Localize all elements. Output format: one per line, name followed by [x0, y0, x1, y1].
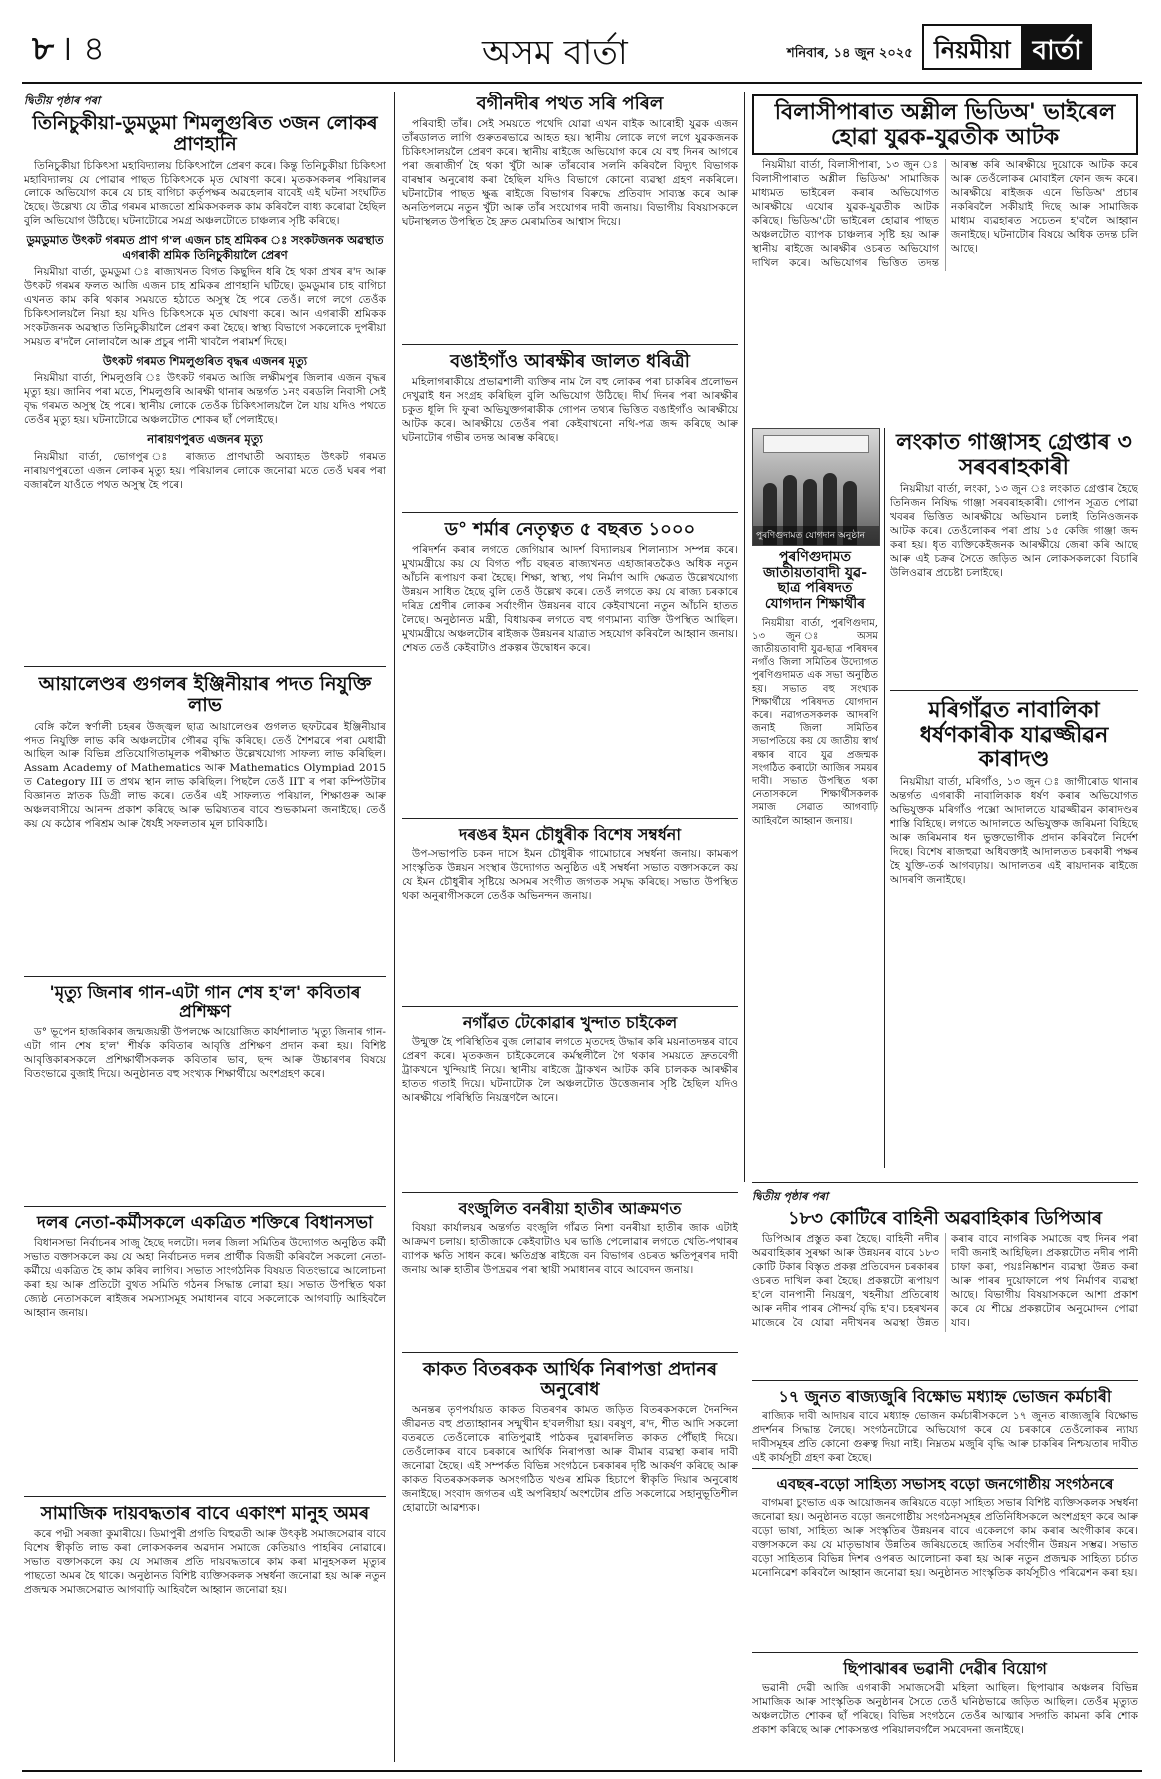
- continued-label: দ্বিতীয় পৃষ্ঠাৰ পৰা: [24, 94, 101, 107]
- page-number-value: ৮: [32, 29, 55, 69]
- article-paper-distributor: [402, 1358, 738, 1764]
- article-body: [24, 266, 386, 350]
- paragraph: উন্মুক্ত হৈ পৰিস্থিতিৰ বুজ লোৱাৰ লগতে মৃতদেহ উদ্ধাৰ কৰি ময়নাতদন্তৰ বাবে প্ৰেৰণ কৰে। মৃতকজন চাইকেলেৰে কৰ্মস্থলীলৈ গৈ থকাৰ সময়তে দ্ৰুতবেগী ট্ৰাকখনে খুন্দিয়াই নিয়ে। স্থানীয় ৰাইজে ট্ৰাকখন আটক কৰি চালকক আৰক্ষীৰ হাতত গতাই দিয়ে। ঘটনাটোক লৈ অঞ্চলটোত উত্তেজনাৰ সৃষ্টি হৈছিল যদিও আৰক্ষীয়ে পৰিস্থিতি নিয়ন্ত্ৰণলৈ আনে।: [402, 1035, 738, 1104]
- page-bottom-rule: [22, 1770, 1142, 1772]
- brand-logo-left: নিয়মীয়া: [922, 24, 1023, 70]
- paragraph: মহিলাগৰাকীয়ে প্ৰভাৱশালী ব্যক্তিৰ নাম লৈ বহু লোকৰ পৰা চাকৰিৰ প্ৰলোভন দেখুৱাই ধন সংগ্ৰহ কৰিছিল বুলি অভিযোগ উঠিছে। দীৰ্ঘ দিনৰ পৰা আৰক্ষীৰ চকুত ধূলি দি ফুৰা অভিযুক্তগৰাকীক গোপন তথ্যৰ ভিত্তিত বঙাইগাঁও আৰক্ষীয়ে আটক কৰে। আৰক্ষীয়ে তেওঁৰ পৰা কেইবাখনো নথি-পত্ৰ জব্দ কৰিছে আৰু ঘটনাটোৰ গভীৰ তদন্ত আৰম্ভ কৰিছে।: [402, 376, 738, 445]
- article-body: [752, 1497, 1138, 1581]
- headline: এবছৰ-বড়ো সাহিত্য সভাসহ বড়ো জনগোষ্ঠীয় সংগঠনৰে: [776, 1475, 1114, 1493]
- article-social-responsibility: [24, 1502, 386, 1764]
- headline: আয়ালেণ্ডৰ গুগলৰ ইঞ্জিনীয়াৰ পদত নিযুক্তি লাভ: [38, 673, 372, 717]
- divider: [890, 690, 1138, 691]
- divider: [402, 818, 738, 819]
- paragraph: পৰিদৰ্শন কৰাৰ লগতে জেগিয়াৰ আদৰ্শ বিদ্যালয়ৰ শিলান্যাস সম্পন্ন কৰে। মুখ্যমন্ত্ৰীয়ে কয় যে বিগত পাঁচ বছৰত ৰাজ্যখনত এহাজাৰতকৈও অধিক নতুন আঁচনি ৰূপায়ণ কৰা হৈছে। শিক্ষা, স্বাস্থ্য, পথ নিৰ্মাণ আদি ক্ষেত্ৰত উল্লেখযোগ্য উন্নয়ন সাধিত হৈছে বুলি তেওঁ উল্লেখ কৰে। তেওঁ লগতে কয় যে ৰাজ্য চৰকাৰে দৰিদ্ৰ শ্ৰেণীৰ লোকৰ সৰ্বাংগীন উন্নয়নৰ বাবে কেইবাখনো নতুন আঁচনি হাতত লৈছে। অনুষ্ঠানত মন্ত্ৰী, বিধায়কৰ লগতে বহু গণ্যমান্য ব্যক্তি উপস্থিত আছিল। মুখ্যমন্ত্ৰীয়ে অঞ্চলটোৰ ৰাইজক উন্নয়নৰ যাত্ৰাত সহযোগ কৰিবলৈ আহ্বান জনায়। শেষত তেওঁ কেইবাটাও প্ৰকল্পৰ উদ্বোধন কৰে।: [402, 544, 738, 654]
- article-bahini-dpr: [752, 1188, 1138, 1378]
- photo-caption: পুৰণিগুদামত যোগদান অনুষ্ঠান: [753, 526, 879, 545]
- paragraph: বাগমৰা চুংভাত এক আয়োজনৰ জৰিয়তে বড়ো সাহিত্য সভাৰ বিশিষ্ট ব্যক্তিসকলক সম্বৰ্ধনা জনোৱা হয়। অনুষ্ঠানত বড়ো জনগোষ্ঠীয় সংগঠনসমূহৰ প্ৰতিনিধিসকলে অংশগ্ৰহণ কৰে আৰু বড়ো ভাষা, সাহিত্য আৰু সংস্কৃতিৰ উন্নয়নৰ বাবে একেলগে কাম কৰাৰ অংগীকাৰ কৰে। বক্তাসকলে কয় যে মাতৃভাষাৰ উন্নতিৰ জৰিয়তেহে জাতিৰ সৰ্বাংগীন উন্নয়ন সম্ভৱ। সভাত বড়ো সাহিত্যৰ বিভিন্ন দিশৰ ওপৰত আলোচনা কৰা হয় আৰু নতুন প্ৰজন্মক সাহিত্য চৰ্চাত মনোনিৱেশ কৰিবলৈ আহ্বান জনোৱা হয়। অনুষ্ঠানত সাংস্কৃতিক কাৰ্যসূচীও পৰিৱেশন কৰা হয়।: [752, 1496, 1138, 1579]
- divider: [752, 1182, 1138, 1183]
- paragraph: বেঙ্গি কলৈ স্বৰ্ণালী চহৰৰ উজ্জ্বল ছাত্ৰ আয়ালেণ্ডৰ গুগলত ছফটৱেৰ ইঞ্জিনীয়াৰ পদত নিযুক্তি লাভ কৰি অঞ্চলটোৰ গৌৰৱ বৃদ্ধি কৰিছে। তেওঁ শৈশৱৰে পৰা মেধাৱী আছিল আৰু বিভিন্ন প্ৰতিযোগিতামূলক পৰীক্ষাত উল্লেখযোগ্য সাফল্য লাভ কৰিছিল। Assam Academy of Mathematics আৰু Mathematics Olympiad 2015 ত Category III ত প্ৰথম স্থান লাভ কৰিছিল। পিছলৈ তেওঁ IIT ৰ পৰা কম্পিউটাৰ বিজ্ঞানত স্নাতক ডিগ্ৰী লাভ কৰে। তেওঁৰ এই সাফল্যত পৰিয়াল, শিক্ষাগুৰু আৰু অঞ্চলবাসীয়ে আনন্দ প্ৰকাশ কৰিছে আৰু ভৱিষ্যতৰ বাবে শুভকামনা জনাইছে। তেওঁ কয় যে কঠোৰ পৰিশ্ৰম আৰু ধৈৰ্যই সফলতাৰ মূল চাবিকাঠি।: [24, 720, 386, 831]
- article-body: [752, 617, 878, 828]
- article-body: [24, 1237, 386, 1321]
- article-body: [752, 1233, 1138, 1332]
- divider: [752, 1652, 1138, 1653]
- column-rule: [884, 428, 885, 1168]
- article-bodo-sahitya: [752, 1474, 1138, 1650]
- masthead: [22, 14, 1142, 84]
- headline: পুৰণিগুদামত জাতীয়তাবাদী যুৱ-ছাত্ৰ পৰিষদত যোগদান শিক্ষাৰ্থীৰ: [762, 549, 868, 613]
- headline: বংজুলিত বনৰীয়া হাতীৰ আক্ৰমণত: [458, 1199, 682, 1218]
- divider: [752, 1380, 1138, 1381]
- article-body: [24, 160, 386, 230]
- divider: [24, 976, 386, 977]
- headline: মৰিগাঁৱত নাবালিকা ধৰ্ষণকাৰীক যাৱজ্জীৱন কাৰাদণ্ড: [919, 697, 1109, 773]
- headline: তিনিচুকীয়া-ডুমডুমা শিমলুগুৰিত ৩জন লোকৰ প্ৰাণহানি: [32, 112, 378, 156]
- article-google-engineer: [24, 672, 386, 972]
- article-elephant-attack: [402, 1198, 738, 1350]
- article-imon-choudhury: [402, 824, 738, 1004]
- article-midday-meal: [752, 1386, 1138, 1466]
- paragraph: নিয়মীয়া বাৰ্তা, লংকা, ১৩ জুন ঃ লংকাত গ্ৰেপ্তাৰ হৈছে তিনিজন নিষিদ্ধ গাঞ্জা সৰবৰাহকাৰী। গোপন সূত্ৰত পোৱা খবৰৰ ভিত্তিত আৰক্ষীয়ে অভিযান চলাই তিনিওজনক আটক কৰে। তেওঁলোকৰ পৰা প্ৰায় ১৫ কেজি গাঞ্জা জব্দ কৰা হয়। ধৃত ব্যক্তিকেইজনক আৰক্ষীয়ে জেৰা কৰি আছে আৰু এই চক্ৰৰ সৈতে জড়িত আন লোকসকলকো বিচাৰি উলিওৱাৰ প্ৰচেষ্টা চলাইছে।: [890, 483, 1138, 580]
- headline: কাকত বিতৰকক আৰ্থিক নিৰাপত্তা প্ৰদানৰ অনুৰোধ: [423, 1359, 717, 1401]
- headline: লংকাত গাঞ্জাসহ গ্ৰেপ্তাৰ ৩ সৰবৰাহকাৰী: [896, 429, 1132, 480]
- brand-logo-right: বাৰ্তা: [1023, 24, 1092, 70]
- article-nagaon-accident: [402, 1012, 738, 1190]
- paragraph: কৰে পদ্মী সৰজা কুমাৰীয়ে। ডিমাপুৰী প্ৰগতি বিহুৱতী আৰু উৎকৃষ্ট সমাজসেৱাৰ বাবে বিশেষ স্বীকৃতি লাভ কৰা লোকসকলৰ অৱদান সমাজে কেতিয়াও পাহৰিব নোৱাৰে। সভাত বক্তাসকলে কয় যে সমাজৰ প্ৰতি দায়বদ্ধতাৰে কাম কৰা মানুহসকল মৃত্যুৰ পাছতো অমৰ হৈ থাকে। অনুষ্ঠানত বিশিষ্ট ব্যক্তিসকলক সম্বৰ্ধনা জনোৱা হয় আৰু নতুন প্ৰজন্মক সমাজসেৱাত আগবাঢ়ি আহিবলৈ আহ্বান জনোৱা হয়।: [24, 1528, 386, 1597]
- paragraph: বিধানসভা নিৰ্বাচনৰ সাজু হৈছে দলটো। দলৰ জিলা সমিতিৰ উদ্যোগত অনুষ্ঠিত কৰ্মী সভাত বক্তাসকলে কয় যে অহা নিৰ্বাচনত দলৰ প্ৰাৰ্থীক বিজয়ী কৰিবলৈ সকলো নেতা-কৰ্মীয়ে একত্ৰিত হৈ কাম কৰিব লাগিব। সভাত সাংগঠনিক বিষয়ত বিতংভাৱে আলোচনা কৰা হয় আৰু প্ৰতিটো বুথত সমিতি গঠনৰ সিদ্ধান্ত লোৱা হয়। সভাত উপস্থিত থকা জ্যেষ্ঠ নেতাসকলে ৰাইজৰ সমস্যাসমূহ সমাধানৰ বাবে সকলোকে আগবাঢ়ি আহিবলৈ আহ্বান জনায়।: [24, 1237, 386, 1319]
- divider: [402, 512, 738, 513]
- headline: সামাজিক দায়বদ্ধতাৰ বাবে একাংশ মানুহ অমৰ: [40, 1503, 370, 1524]
- article-body: [402, 1036, 738, 1106]
- paragraph: ডিপিআৰ প্ৰস্তুত কৰা হৈছে। বাহিনী নদীৰ অৱবাহিকাৰ সুৰক্ষা আৰু উন্নয়নৰ বাবে ১৮৩ কোটি টকাৰ বিস্তৃত প্ৰকল্প প্ৰতিবেদন চৰকাৰৰ ওচৰত দাখিল কৰা হৈছে। প্ৰকল্পটো ৰূপায়ণ হ'লে বানপানী নিয়ন্ত্ৰণ, খহনীয়া প্ৰতিৰোধ আৰু নদীৰ পাৰৰ সৌন্দৰ্য বৃদ্ধি হ'ব। চহৰখনৰ মাজেৰে বৈ যোৱা নদীখনৰ অৱস্থা উন্নত কৰাৰ বাবে নাগৰিক সমাজে বহু দিনৰ পৰা দাবী জনাই আহিছিল। প্ৰকল্পটোত নদীৰ পানী চাফা কৰা, পয়ঃনিষ্কাশন ব্যৱস্থা উন্নত কৰা আৰু পাৰৰ দুয়োফালে পথ নিৰ্মাণৰ ব্যৱস্থা আছে। বিভাগীয় বিষয়াসকলে আশা প্ৰকাশ কৰে যে শীঘ্ৰে প্ৰকল্পটোৰ অনুমোদন পোৱা যাব।: [752, 1233, 1138, 1329]
- paragraph: ড° ভূপেন হাজৰিকাৰ জন্মজয়ন্তী উপলক্ষে আয়োজিত কাৰ্যশালাত 'মৃত্যু জিনাৰ গান-এটা গান শেষ হ'ল' শীৰ্ষক কবিতাৰ আবৃত্তি প্ৰশিক্ষণ প্ৰদান কৰা হয়। বিশিষ্ট আবৃত্তিকাৰসকলে প্ৰশিক্ষাৰ্থীসকলক কবিতাৰ ভাব, ছন্দ আৰু উচ্চাৰণৰ বিষয়ে বিতংভাৱে বুজাই দিয়ে। অনুষ্ঠানত বহু সংখ্যক শিক্ষাৰ্থীয়ে অংশগ্ৰহণ কৰে।: [24, 1026, 386, 1080]
- article-body: [402, 118, 738, 230]
- paragraph: নিয়মীয়া বাৰ্তা, ডুমডুমা ঃ ৰাজ্যখনত বিগত কিছুদিন ধৰি হৈ থকা প্ৰখৰ ৰ'দ আৰু উৎকট গৰমৰ ফলত আজি এজন চাহ শ্ৰমিকৰ প্ৰাণহানি ঘটিছে। ডুমডুমাৰ চাহ বাগিচা এখনত কাম কৰি থকাৰ সময়তে হঠাতে অসুস্থ হৈ পৰে তেওঁ। লগে লগে তেওঁক চিকিৎসালয়লৈ নিয়া হয় যদিও চিকিৎসকে মৃত ঘোষণা কৰে। আন এগৰাকী শ্ৰমিকক সংকটজনক অৱস্থাত তিনিচুকীয়ালৈ প্ৰেৰণ কৰা হৈছে। স্বাস্থ্য বিভাগে সকলোকে দুপৰীয়া সময়ত ৰ'দলৈ নোলাবলৈ আৰু প্ৰচুৰ পানী খাবলৈ পৰামৰ্শ দিছে।: [24, 266, 386, 348]
- divider: [402, 1192, 738, 1193]
- divider: [402, 1352, 738, 1353]
- divider: [24, 1496, 386, 1497]
- paper-name: অসম বাৰ্তা: [482, 33, 628, 73]
- headline: ১৭ জুনত ৰাজ্যজুৰি বিক্ষোভ মধ্যাহ্ন ভোজন কৰ্মচাৰী: [778, 1387, 1112, 1406]
- article-body: [402, 1222, 738, 1278]
- headline: ছিপাঝাৰৰ ভৱানী দেৱীৰ বিয়োগ: [843, 1659, 1047, 1678]
- article-poem-training: [24, 982, 386, 1202]
- article-body: [24, 451, 386, 493]
- continued-label: দ্বিতীয় পৃষ্ঠাৰ পৰা: [752, 1190, 829, 1203]
- article-body: [402, 376, 738, 446]
- article-body: [402, 848, 738, 904]
- divider: [24, 666, 386, 667]
- article-bongaigaon: [402, 350, 738, 510]
- article-body: [890, 776, 1138, 888]
- paragraph: বিষয়া কাৰ্যালয়ৰ অন্তৰ্গত বংজুলি গাঁৱত নিশা বনৰীয়া হাতীৰ জাক এটাই আক্ৰমণ চলায়। হাতীজাকে কেইবাটাও ঘৰ ভাঙি পেলোৱাৰ লগতে খেতি-পথাৰৰ ব্যাপক ক্ষতি সাধন কৰে। ক্ষতিগ্ৰস্ত ৰাইজে বন বিভাগৰ ওচৰত ক্ষতিপূৰণৰ দাবী জনায় আৰু হাতীৰ উপদ্ৰৱৰ পৰা স্থায়ী সমাধানৰ বাবে আবেদন জনায়।: [402, 1221, 738, 1276]
- headline: ড° শৰ্মাৰ নেতৃত্বত ৫ বছৰত ১০০০: [444, 519, 696, 540]
- article-puranigudam: [752, 548, 878, 1168]
- paragraph: তিনিচুকীয়া চিকিৎসা মহাবিদ্যালয় চিকিৎসালৈ প্ৰেৰণ কৰে। কিন্তু তিনিচুকীয়া চিকিৎসা মহাবিদ্যালয় যে পোৱাৰ পাছত চিকিৎসকে মৃত ঘোষণা কৰে। মৃতকসকলৰ পৰিয়ালৰ লোকে অভিযোগ কৰে যে চাহ বাগিচা কৰ্তৃপক্ষৰ অৱহেলাৰ বাবেই এই ঘটনা সংঘটিত হৈছে। উল্লেখ্য যে তীব্ৰ গৰমৰ মাজতো শ্ৰমিকসকলক কাম কৰিবলৈ বাধ্য কৰোৱা হৈছিল বুলি অভিযোগ উঠিছে। ঘটনাটোৱে সমগ্ৰ অঞ্চলটোতে চাঞ্চল্যৰ সৃষ্টি কৰিছে।: [24, 159, 386, 228]
- article-bhabani-devi: [752, 1658, 1138, 1764]
- column-rule: [744, 92, 745, 1182]
- article-body: [24, 1528, 386, 1598]
- subheadline: উৎকট গৰমত শিমলুগুৰিত বৃদ্ধৰ এজনৰ মৃত্যু: [102, 353, 308, 368]
- paragraph: নিয়মীয়া বাৰ্তা, পুৰণিগুদাম, ১৩ জুন ঃ অসম জাতীয়তাবাদী যুৱ-ছাত্ৰ পৰিষদৰ নগাঁও জিলা সমিতিৰ উদ্যোগত পুৰণিগুদামত এক সভা অনুষ্ঠিত হয়। সভাত বহু সংখ্যক শিক্ষাৰ্থীয়ে পৰিষদত যোগদান কৰে। নৱাগতসকলক আদৰণি জনাই জিলা সমিতিৰ সভাপতিয়ে কয় যে জাতীয় স্বাৰ্থ ৰক্ষাৰ বাবে যুৱ প্ৰজন্মক সংগঠিত কৰাটো আজিৰ সময়ৰ দাবী। সভাত উপস্থিত থকা নেতাসকলে শিক্ষাৰ্থীসকলক সমাজ সেৱাত আগবাঢ়ি আহিবলৈ আহ্বান জনায়।: [752, 617, 878, 827]
- article-body: [24, 1026, 386, 1082]
- paragraph: নিয়মীয়া বাৰ্তা, শিমলুগুৰি ঃ উৎকট গৰমত আজি লক্ষীমপুৰ জিলাৰ এজন বৃদ্ধৰ মৃত্যু হয়। জানিব পৰা মতে, শিমলুগুৰি আৰক্ষী থানাৰ অন্তৰ্গত ১নং বৰডলি নিবাসী সেই বৃদ্ধ গৰমত অসুস্থ হৈ পৰে। স্থানীয় লোকে তেওঁক চিকিৎসালয়লৈ লৈ যায় যদিও পথতে তেওঁৰ মৃত্যু হয়। ঘটনাটোৱে অঞ্চলটোত শোকৰ ছাঁ পেলাইছে।: [24, 372, 386, 427]
- page-number-suffix: । ৪: [60, 29, 106, 69]
- subheadline: নাৰায়ণপুৰত এজনৰ মৃত্যু: [147, 432, 263, 447]
- page-number: [32, 29, 111, 69]
- article-morigaon: [890, 696, 1138, 1168]
- article-shimlugurhi: [24, 92, 386, 662]
- subheadline: ডুমডুমাত উৎকট গৰমত প্ৰাণ গ'ল এজন চাহ শ্ৰমিকৰ ঃ সংকটজনক অৱস্থাত এগৰাকী শ্ৰমিক তিনিচুকীয়ালৈ প্ৰেৰণ: [26, 233, 384, 262]
- divider: [24, 1206, 386, 1207]
- headline: নগাঁৱত টেকোৱাৰ খুন্দাত চাইকেল: [462, 1013, 678, 1032]
- paragraph: ভৱানী দেৱী আজি এগৰাকী সমাজসেৱী মহিলা আছিল। ছিপাঝাৰ অঞ্চলৰ বিভিন্ন সামাজিক আৰু সাংস্কৃতিক অনুষ্ঠানৰ সৈতে তেওঁ ঘনিষ্ঠভাৱে জড়িত আছিল। তেওঁৰ মৃত্যুত অঞ্চলটোত শোকৰ ছাঁ পৰিছে। বিভিন্ন সংগঠনে তেওঁৰ আত্মাৰ সদ্গতি কামনা কৰি শোক প্ৰকাশ কৰিছে আৰু শোকসন্তপ্ত পৰিয়ালবৰ্গলৈ সমবেদনা জনাইছে।: [752, 1681, 1138, 1736]
- article-body: [752, 159, 1138, 271]
- paragraph: উপ-সভাপতি চকন দাসে ইমন চৌধুৰীক গামোচাৰে সম্বৰ্ধনা জনায়। কামৰূপ সাংস্কৃতিক উন্নয়ন সংস্থাৰ উদ্যোগত অনুষ্ঠিত এই সম্বৰ্ধনা সভাত বক্তাসকলে কয় যে ইমন চৌধুৰীৰ সৃষ্টিয়ে অসমৰ সংগীত জগতক সমৃদ্ধ কৰিছে। সভাত উপস্থিত থকা অনুৰাগীসকলে তেওঁক অভিনন্দন জনায়।: [402, 847, 738, 902]
- article-body: [24, 721, 386, 833]
- paragraph: নিয়মীয়া বাৰ্তা, বিলাসীপাৰা, ১৩ জুন ঃ বিলাসীপাৰাত অশ্লীল ভিডিঅ' সামাজিক মাধ্যমত ভাইৰেল কৰাৰ অভিযোগত আৰক্ষীয়ে এযোৰ যুৱক-যুৱতীক আটক কৰিছে। ভিডিঅ'টো ভাইৰেল হোৱাৰ পাছত অঞ্চলটোত ব্যাপক চাঞ্চল্যৰ সৃষ্টি হয় আৰু স্থানীয় ৰাইজে আৰক্ষীৰ ওচৰত অভিযোগ দাখিল কৰে। অভিযোগৰ ভিত্তিত তদন্ত আৰম্ভ কৰি আৰক্ষীয়ে দুয়োকে আটক কৰে আৰু তেওঁলোকৰ মোবাইল ফোন জব্দ কৰে। আৰক্ষীয়ে ৰাইজক এনে ভিডিঅ' প্ৰচাৰ নকৰিবলৈ সকীয়াই দিছে আৰু সামাজিক মাধ্যম ব্যৱহাৰত সচেতন হ'বলৈ আহ্বান জনাইছে। ঘটনাটোৰ বিষয়ে অধিক তদন্ত চলি আছে।: [752, 159, 1138, 270]
- article-body: [890, 483, 1138, 581]
- article-bilasipara: [752, 92, 1138, 422]
- divider: [752, 1468, 1138, 1469]
- paragraph: নিয়মীয়া বাৰ্তা, ভোগপুৰ ঃ ৰাজ্যত প্ৰাণঘাতী অব্যাহত উৎকট গৰমত নাৰায়ণপুৰতো এজন লোকৰ মৃত্যু হয়। পৰিয়ালৰ লোকে জনোৱা মতে তেওঁ ঘৰৰ পৰা বজাৰলৈ যাওঁতে পথত অসুস্থ হৈ পৰে।: [24, 450, 386, 491]
- headline: বগীনদীৰ পথত সৰি পৰিল: [476, 93, 664, 114]
- headline: বিলাসীপাৰাত অশ্লীল ভিডিঅ' ভাইৰেল হোৱা যুৱক-যুৱতীক আটক: [752, 94, 1138, 155]
- article-body: [402, 1404, 738, 1516]
- column-rule: [394, 92, 395, 1762]
- paragraph: ৰাজ্যিক দাবী আদায়ৰ বাবে মধ্যাহ্ন ভোজন কৰ্মচাৰীসকলে ১৭ জুনত ৰাজ্যজুৰি বিক্ষোভ প্ৰদৰ্শনৰ সিদ্ধান্ত লৈছে। সংগঠনটোৱে অভিযোগ কৰে যে চৰকাৰে তেওঁলোকৰ ন্যায্য দাবীসমূহৰ প্ৰতি কোনো গুৰুত্ব দিয়া নাই। নিম্নতম মজুৰি বৃদ্ধি আৰু চাকৰিৰ নিশ্চয়তাৰ দাবীত এই কাৰ্যসূচী গ্ৰহণ কৰা হৈছে।: [752, 1409, 1138, 1464]
- article-lanka-ganja: [890, 428, 1138, 688]
- article-dr-sarma: [402, 518, 738, 816]
- article-body: [752, 1410, 1138, 1466]
- headline: 'মৃত্যু জিনাৰ গান-এটা গান শেষ হ'ল' কবিতাৰ প্ৰশিক্ষণ: [49, 983, 361, 1023]
- article-boginodi: [402, 92, 738, 342]
- article-party-workers: [24, 1212, 386, 1492]
- brand-logo: [922, 24, 1092, 70]
- article-body: [402, 544, 738, 656]
- article-body: [752, 1682, 1138, 1738]
- divider: [402, 344, 738, 345]
- paragraph: অনন্তৰ তৃণপৰ্যায়ত কাকত বিতৰণৰ কামত জড়িত বিতৰকসকলে দৈনন্দিন জীৱনত বহু প্ৰত্যাহ্বানৰ সন্মুখীন হ'বলগীয়া হয়। বৰষুণ, ৰ'দ, শীত আদি সকলো বতৰতে তেওঁলোকে ৰাতিপুৱাই পাঠকৰ দুৱাৰদলিত কাকত পৌঁছাই দিয়ে। তেওঁলোকৰ বাবে চৰকাৰে আৰ্থিক নিৰাপত্তা আৰু বীমাৰ ব্যৱস্থা কৰাৰ দাবী জনোৱা হৈছে। এই সম্পৰ্কত বিভিন্ন সংগঠনে চৰকাৰৰ দৃষ্টি আকৰ্ষণ কৰিছে আৰু কাকত বিতৰকসকলক অসংগঠিত খণ্ডৰ শ্ৰমিক হিচাপে স্বীকৃতি দিয়াৰ অনুৰোধ জনাইছে। সংবাদ জগতৰ এই অপৰিহাৰ্য অংশটোৰ প্ৰতি সকলোৱে সহানুভূতিশীল হোৱাটো আৱশ্যক।: [402, 1404, 738, 1515]
- headline: বঙাইগাঁও আৰক্ষীৰ জালত ধৰিত্ৰী: [450, 351, 690, 372]
- divider: [402, 1006, 738, 1007]
- headline: দৰঙৰ ইমন চৌধুৰীক বিশেষ সম্বৰ্ধনা: [458, 825, 681, 844]
- date-line: শনিবাৰ, ১৪ জুন ২০২৫: [787, 46, 913, 61]
- news-photo: [752, 428, 880, 546]
- paragraph: নিয়মীয়া বাৰ্তা, মৰিগাঁও, ১৩ জুন ঃ জাগীৰোড থানাৰ অন্তৰ্গত এগৰাকী নাবালিকাক ধৰ্ষণ কৰাৰ অভিযোগত অভিযুক্তক মৰিগাঁও পক্সো আদালতে যাৱজ্জীৱন কাৰাদণ্ডৰ শাস্তি বিহিছে। লগতে আদালতে অভিযুক্তক জৰিমনা বিহিছে আৰু জৰিমনাৰ ধন ভুক্তভোগীক প্ৰদান কৰিবলৈ নিৰ্দেশ দিছে। বিশেষ ৰাজহুৱা অধিবক্তাই আদালতত চৰকাৰী পক্ষৰ হৈ যুক্তি-তৰ্ক আগবঢ়ায়। আদালতৰ এই ৰায়দানক ৰাইজে আদৰণি জনাইছে।: [890, 775, 1138, 886]
- headline: দলৰ নেতা-কৰ্মীসকলে একত্ৰিত শক্তিৰে বিধানসভা: [37, 1213, 373, 1233]
- photo-banner: [763, 435, 869, 453]
- paragraph: পৰিবাহী তাঁৰ। সেই সময়তে পথেদি যোৱা এখন বাইক আৰোহী যুৱক এজন তাঁৰডালত লাগি গুৰুতৰভাৱে আহত হয়। স্থানীয় লোকে লগে লগে যুৱকজনক চিকিৎসালয়লৈ প্ৰেৰণ কৰে। স্থানীয় ৰাইজে অভিযোগ কৰে যে বহু দিনৰ আগৰে পৰা জৰাজীৰ্ণ হৈ থকা খুঁটা আৰু তাঁৰবোৰ সলনি কৰিবলৈ বিদ্যুৎ বিভাগক বাৰম্বাৰ অনুৰোধ কৰা হৈছিল যদিও বিভাগে কোনো ব্যৱস্থা গ্ৰহণ নকৰিলে। ঘটনাটোৰ পাছত ক্ষুব্ধ ৰাইজে বিভাগৰ বিৰুদ্ধে প্ৰতিবাদ সাব্যস্ত কৰে আৰু অনতিপলমে নতুন খুঁটা আৰু তাঁৰ সংযোগৰ দাবী জনায়। বিভাগীয় বিষয়াসকলে ঘটনাস্থলত উপস্থিত হৈ দ্ৰুত মেৰামতিৰ আশ্বাস দিয়ে।: [402, 118, 738, 228]
- article-body: [24, 372, 386, 428]
- headline: ১৮৩ কোটিৰে বাহিনী অৱবাহিকাৰ ডিপিআৰ: [787, 1208, 1103, 1229]
